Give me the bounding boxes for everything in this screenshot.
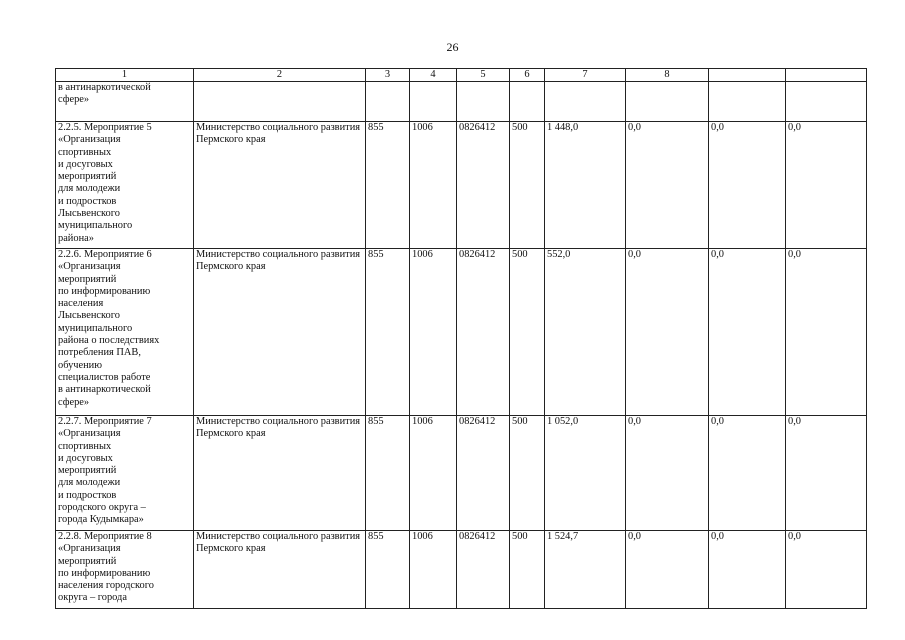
table-row — [56, 531, 867, 609]
empty-cell — [194, 82, 366, 122]
value-cell: 0,0 — [786, 531, 867, 609]
col-header-8: 8 — [626, 69, 709, 82]
amount-cell: 1 052,0 — [545, 416, 626, 531]
col-header-7: 7 — [545, 69, 626, 82]
value-cell: 0,0 — [709, 122, 786, 249]
section-code-cell: 1006 — [410, 122, 457, 249]
col-header-3: 3 — [366, 69, 410, 82]
col-header-4: 4 — [410, 69, 457, 82]
amount-cell: 552,0 — [545, 249, 626, 416]
value-cell: 0,0 — [786, 249, 867, 416]
value-cell: 0,0 — [786, 122, 867, 249]
executor-cell: Министерство социального развития Пермского края — [194, 249, 366, 416]
col-header-6: 6 — [510, 69, 545, 82]
empty-cell — [457, 82, 510, 122]
col-header-9 — [709, 69, 786, 82]
admin-code-cell: 855 — [366, 416, 410, 531]
section-code-cell: 1006 — [410, 531, 457, 609]
executor-cell: Министерство социального развития Пермского края — [194, 531, 366, 609]
table-row — [56, 249, 867, 416]
value-cell: 0,0 — [626, 122, 709, 249]
page-number: 26 — [446, 40, 459, 54]
section-code-cell: 1006 — [410, 416, 457, 531]
activity-name-cell: 2.2.8. Мероприятие 8 «Организация мероприятий по информированию населения городского округа – города — [56, 531, 194, 609]
expense-type-cell: 500 — [510, 531, 545, 609]
value-cell: 0,0 — [626, 416, 709, 531]
table-row — [56, 122, 867, 249]
col-header-10 — [786, 69, 867, 82]
empty-cell — [410, 82, 457, 122]
col-header-5: 5 — [457, 69, 510, 82]
activity-name-cell: 2.2.5. Мероприятие 5 «Организация спортивных и досуговых мероприятий для молодежи и подростков Лысьвенского муниципального района» — [56, 122, 194, 249]
executor-cell: Министерство социального развития Пермского края — [194, 122, 366, 249]
empty-cell — [545, 82, 626, 122]
continuation-row — [56, 82, 867, 122]
activity-name-cell: 2.2.6. Мероприятие 6 «Организация мероприятий по информированию населения Лысьвенского муниципального района о последствиях потребления ПАВ, обучению специалистов работе в антинаркотической сфере» — [56, 249, 194, 416]
admin-code-cell: 855 — [366, 249, 410, 416]
value-cell: 0,0 — [626, 531, 709, 609]
target-code-cell: 0826412 — [457, 416, 510, 531]
expense-type-cell: 500 — [510, 249, 545, 416]
executor-cell: Министерство социального развития Пермского края — [194, 416, 366, 531]
amount-cell: 1 524,7 — [545, 531, 626, 609]
header-row — [56, 69, 867, 82]
budget-table — [55, 68, 867, 609]
table-row — [56, 416, 867, 531]
empty-cell — [626, 82, 709, 122]
value-cell: 0,0 — [709, 531, 786, 609]
col-header-2: 2 — [194, 69, 366, 82]
empty-cell — [510, 82, 545, 122]
value-cell: 0,0 — [786, 416, 867, 531]
empty-cell — [709, 82, 786, 122]
admin-code-cell: 855 — [366, 122, 410, 249]
expense-type-cell: 500 — [510, 122, 545, 249]
value-cell: 0,0 — [709, 249, 786, 416]
empty-cell — [786, 82, 867, 122]
target-code-cell: 0826412 — [457, 531, 510, 609]
amount-cell: 1 448,0 — [545, 122, 626, 249]
admin-code-cell: 855 — [366, 531, 410, 609]
empty-cell — [366, 82, 410, 122]
section-code-cell: 1006 — [410, 249, 457, 416]
value-cell: 0,0 — [709, 416, 786, 531]
value-cell: 0,0 — [626, 249, 709, 416]
activity-name-cell: 2.2.7. Мероприятие 7 «Организация спортивных и досуговых мероприятий для молодежи и подростков городского округа – города Кудымкара» — [56, 416, 194, 531]
expense-type-cell: 500 — [510, 416, 545, 531]
target-code-cell: 0826412 — [457, 122, 510, 249]
col-header-1: 1 — [56, 69, 194, 82]
activity-name-cell: в антинаркотической сфере» — [56, 82, 194, 122]
target-code-cell: 0826412 — [457, 249, 510, 416]
